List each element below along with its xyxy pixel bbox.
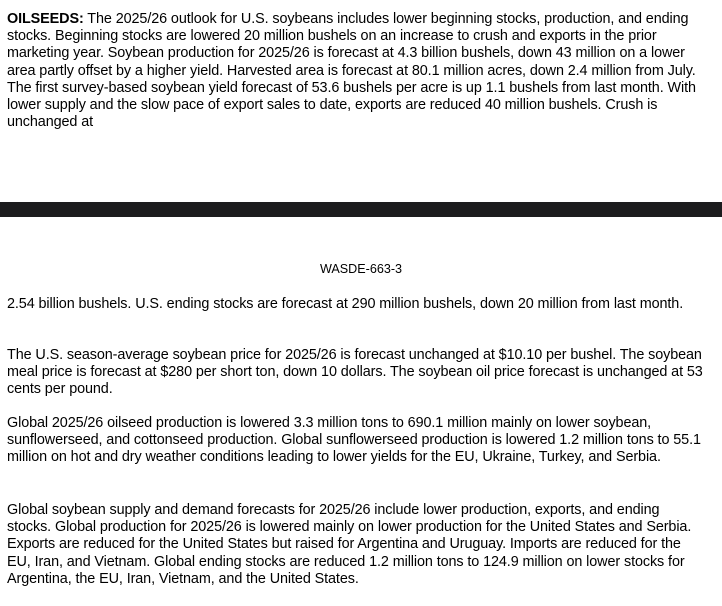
page-identifier: WASDE-663-3 [319, 262, 403, 276]
crush-ending-stocks-paragraph: 2.54 billion bushels. U.S. ending stocks are forecast at 290 million bushels, down 20 million from last month. [7, 296, 684, 312]
page-break-divider [0, 202, 722, 217]
global-oilseed-paragraph: Global 2025/26 oilseed production is lowered 3.3 million tons to 690.1 million mainly on lower soybean, sunflowerseed, and cottonseed production. Global sunflowerseed production is lowered 1.2 million tons to 55.1 million on hot and dry weather conditions leading to lower yields for the EU, Ukraine, Turkey, and Serbia. [7, 415, 701, 466]
soybean-price-paragraph: The U.S. season-average soybean price for 2025/26 is forecast unchanged at $10.10 per bushel. The soybean meal price is forecast at $280 per short ton, down 10 dollars. The soybean oil price forecast is unchanged at 53 cents per pound. [7, 347, 703, 398]
document-page-bottom [0, 217, 722, 606]
global-soybean-paragraph: Global soybean supply and demand forecasts for 2025/26 include lower production, exports, and ending stocks. Global production for 2025/26 is lowered mainly on lower production for the United States and Serbia. Exports are reduced for the United States but raised for Argentina and Uruguay. Imports are reduced for the EU, Iran, and Vietnam. Global ending stocks are reduced 1.2 million tons to 124.9 million on lower stocks for Argentina, the EU, Iran, Vietnam, and the United States. [7, 502, 692, 587]
oilseeds-paragraph [7, 11, 707, 131]
oilseeds-heading: OILSEEDS: [7, 11, 84, 27]
oilseeds-text: The 2025/26 outlook for U.S. soybeans includes lower beginning stocks, production, and ending stocks. Beginning stocks are lowered 20 million bushels on an increase to crush and exports in the prior marketing year. Soybean production for 2025/26 is forecast at 4.3 billion bushels, down 43 million on a lower area partly offset by a higher yield. Harvested area is forecast at 80.1 million acres, down 2.4 million from July. The first survey-based soybean yield forecast of 53.6 bushels per acre is up 1.1 bushels from last month. With lower supply and the slow pace of export sales to date, exports are reduced 40 million bushels. Crush is unchanged at [7, 11, 696, 131]
document-page-top [0, 0, 722, 202]
